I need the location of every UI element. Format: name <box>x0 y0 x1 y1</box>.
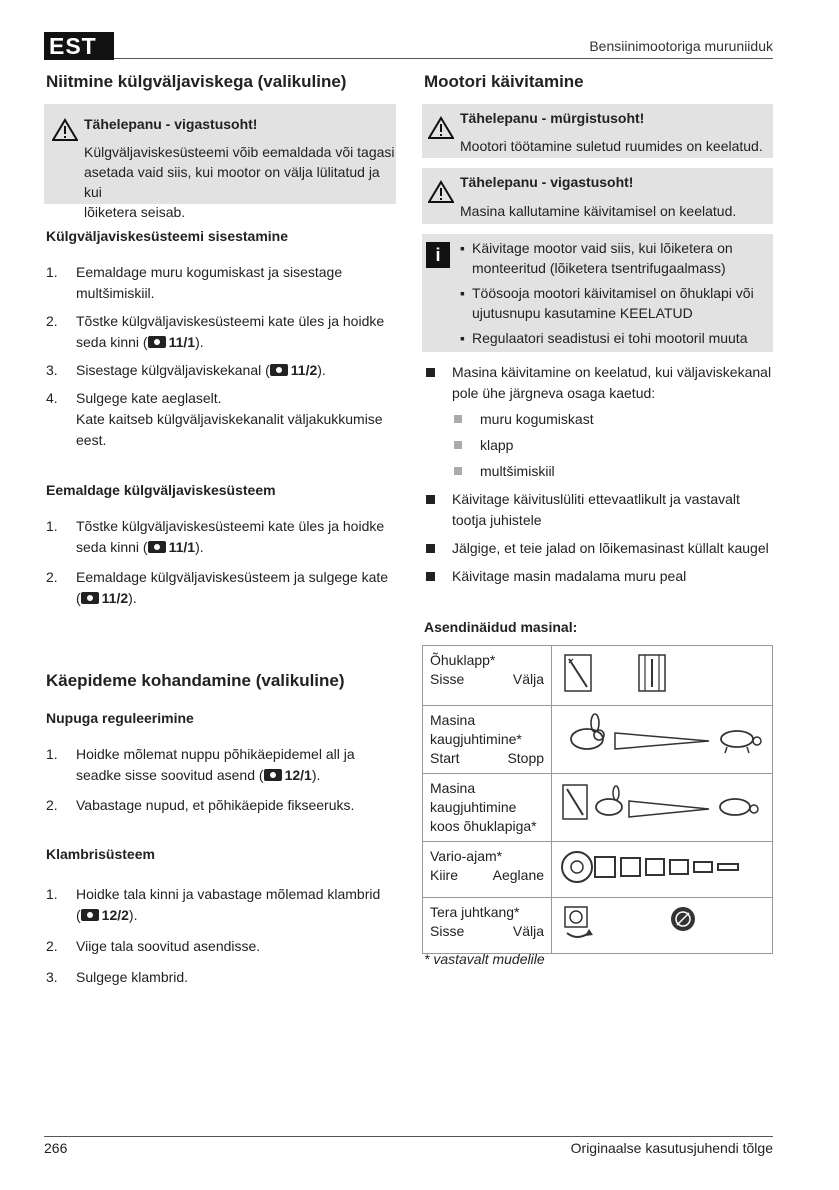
header-rule <box>114 58 773 59</box>
list-item: Käivitage masin madalama muru peal <box>424 566 774 587</box>
clamp-steps <box>46 884 396 988</box>
throttle-choke-icon <box>559 779 764 829</box>
list-item: muru kogumiskast <box>424 409 774 430</box>
warning-box-injury-2 <box>422 168 773 224</box>
camera-icon <box>81 909 99 921</box>
list-item: klapp <box>424 435 774 456</box>
list-item: 2. Tõstke külgväljaviskesüsteemi kate üles ja hoidke seda kinni ( 11/1). <box>46 313 385 350</box>
list-item: 3. Sisestage külgväljaviskekanal ( 11/2). <box>46 362 326 378</box>
handle-title: Käepideme kohandamine (valikuline) <box>46 671 345 690</box>
list-item: Masina käivitamine on keelatud, kui väljaviskekanal pole ühe järgneva osaga kaetud: <box>424 362 774 404</box>
table-title: Asendinäidud masinal: <box>424 619 578 635</box>
warning-title: Tähelepanu - mürgistusoht! <box>460 110 645 126</box>
positions-table <box>422 645 773 954</box>
insert-steps <box>46 262 396 451</box>
warning-line: lõiketera seisab. <box>84 204 186 220</box>
throttle-icon <box>559 711 764 761</box>
warning-box-injury <box>44 104 396 220</box>
page-number: 266 <box>44 1140 68 1156</box>
list-item: Käivitage käivituslüliti ettevaatlikult ja vastavalt tootja juhistele <box>424 489 774 531</box>
footer-rule <box>44 1136 773 1137</box>
clamp-title: Klambrisüsteem <box>46 846 155 862</box>
info-icon: i <box>426 242 450 268</box>
choke-icon <box>559 651 759 695</box>
camera-icon <box>148 336 166 348</box>
list-item: 3. Sulgege klambrid. <box>46 969 189 985</box>
language-badge: EST <box>44 32 114 60</box>
footer-note: Originaalse kasutusjuhendi tõlge <box>570 1140 773 1156</box>
list-item: 1. Eemaldage muru kogumiskast ja sisestage multšimiskiil. <box>46 264 343 301</box>
remove-steps <box>46 516 396 609</box>
blade-lever-icon <box>559 903 764 943</box>
list-item: 2. Viige tala soovitud asendisse. <box>46 938 261 954</box>
table-row: Õhuklapp* Sisse Välja <box>423 646 773 706</box>
engine-start-title: Mootori käivitamine <box>424 72 584 91</box>
warning-triangle-icon <box>428 180 454 204</box>
table-footnote: * vastavalt mudelile <box>424 951 545 967</box>
info-item: ▪ Regulaatori seadistusi ei tohi mootoril muuta <box>460 330 748 346</box>
info-item: ▪ Käivitage mootor vaid siis, kui lõiketera on monteeritud (lõiketera tsentrifugaalmass) <box>460 240 733 276</box>
header-title: Bensiinimootoriga muruniiduk <box>589 38 773 54</box>
warning-title: Tähelepanu - vigastusoht! <box>84 116 258 132</box>
side-discharge-title: Niitmine külgväljaviskega (valikuline) <box>46 72 347 91</box>
warning-text: Masina kallutamine käivitamisel on keelatud. <box>460 203 737 219</box>
info-box <box>422 234 773 352</box>
vario-drive-icon <box>559 847 764 887</box>
camera-icon <box>264 769 282 781</box>
camera-icon <box>148 541 166 553</box>
list-item: multšimiskiil <box>424 461 774 482</box>
list-item: Jälgige, et teie jalad on lõikemasinast küllalt kaugel <box>424 538 774 559</box>
knob-title: Nupuga reguleerimine <box>46 710 194 726</box>
warning-text: Mootori töötamine suletud ruumides on keelatud. <box>460 138 763 154</box>
camera-icon <box>270 364 288 376</box>
list-item: 1. Tõstke külgväljaviskesüsteemi kate üles ja hoidke seda kinni ( 11/1). <box>46 518 385 555</box>
knob-steps <box>46 744 396 816</box>
list-item: 4. Sulgege kate aeglaselt. Kate kaitseb külgväljaviskekanalit väljakukkumise eest. <box>46 390 383 448</box>
info-item: ▪ Töösooja mootori käivitamisel on õhuklapi või ujutusnupu kasutamine KEELATUD <box>460 285 754 321</box>
warning-triangle-icon <box>428 116 454 140</box>
insert-title: Külgväljaviskesüsteemi sisestamine <box>46 228 289 244</box>
remove-title: Eemaldage külgväljaviskesüsteem <box>46 482 276 498</box>
list-item: 2. Vabastage nupud, et põhikäepide fikseeruks. <box>46 797 355 813</box>
table-row: Masina kaugjuhtimine koos õhuklapiga* <box>423 774 773 842</box>
warning-title: Tähelepanu - vigastusoht! <box>460 174 634 190</box>
warning-box-poison <box>422 104 773 158</box>
table-row: Vario-ajam* Kiire Aeglane <box>423 842 773 898</box>
list-item: 1. Hoidke tala kinni ja vabastage mõlemad klambrid ( 12/2). <box>46 886 381 923</box>
camera-icon <box>81 592 99 604</box>
table-row: Tera juhtkang* Sisse Välja <box>423 898 773 954</box>
list-item: 2. Eemaldage külgväljaviskesüsteem ja sulgege kate ( 11/2). <box>46 569 389 606</box>
warning-triangle-icon <box>52 118 78 142</box>
table-row: Masina kaugjuhtimine* Start Stopp <box>423 706 773 774</box>
warning-line: Külgväljaviskesüsteemi võib eemaldada või tagasi <box>84 144 395 160</box>
list-item: 1. Hoidke mõlemat nuppu põhikäepidemel all ja seadke sisse soovitud asend ( 12/1). <box>46 746 355 783</box>
warning-line: asetada vaid siis, kui mootor on välja lülitatud ja kui <box>84 164 380 200</box>
